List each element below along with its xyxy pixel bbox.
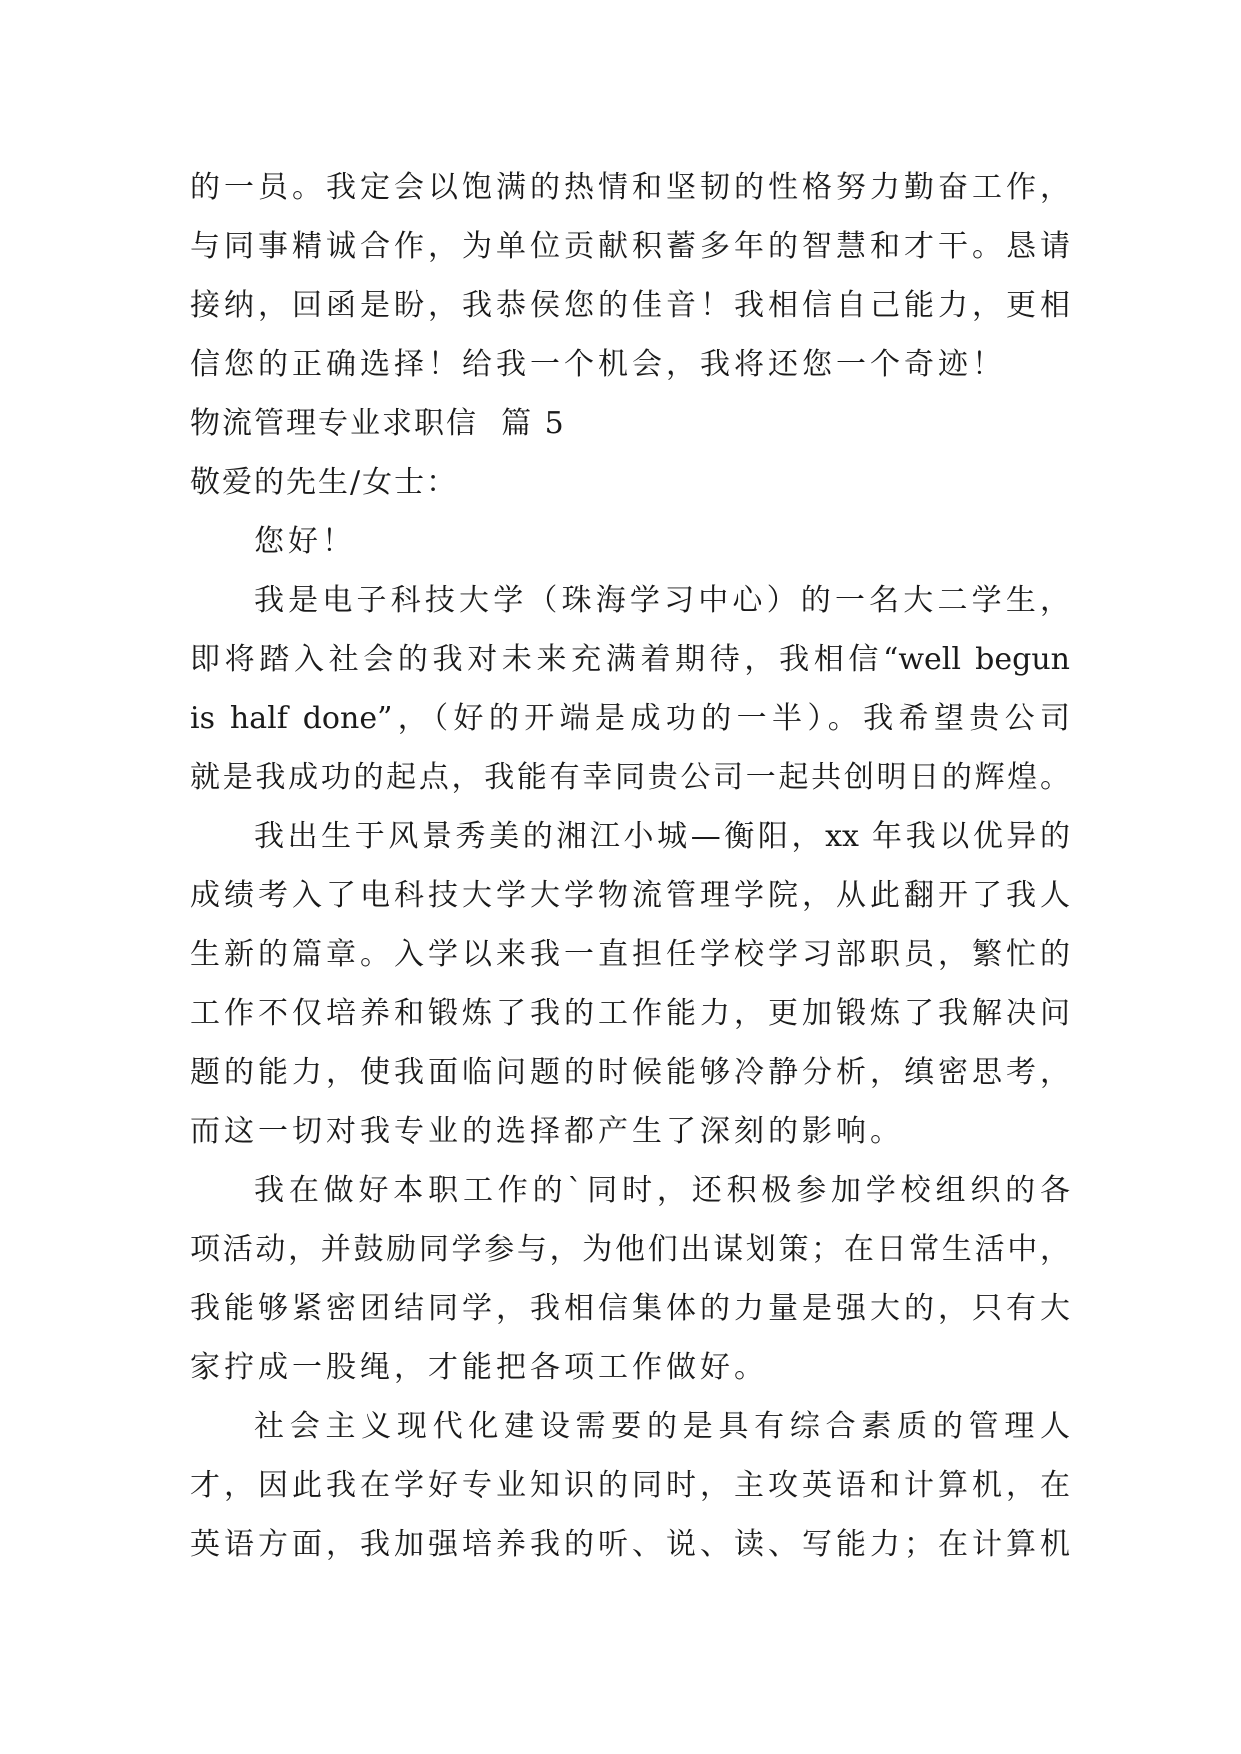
text-line: 就是我成功的起点，我能有幸同贵公司一起共创明日的辉煌。 [190, 760, 1070, 795]
text-line: 我在做好本职工作的`同时，还积极参加学校组织的各 [254, 1173, 1070, 1208]
text-line: 社会主义现代化建设需要的是具有综合素质的管理人 [254, 1409, 1070, 1444]
text-line: 才，因此我在学好专业知识的同时，主攻英语和计算机，在 [190, 1468, 1070, 1503]
section-title: 物流管理专业求职信 篇 5 [190, 406, 566, 441]
document-body [190, 158, 1070, 1574]
text-line: 项活动，并鼓励同学参与，为他们出谋划策；在日常生活中， [190, 1232, 1070, 1267]
text-line: 与同事精诚合作，为单位贡献积蓄多年的智慧和才干。恳请 [190, 229, 1070, 264]
text-line: 家拧成一股绳，才能把各项工作做好。 [190, 1350, 768, 1385]
text-line: 即将踏入社会的我对未来充满着期待，我相信“well begun [190, 642, 1070, 677]
text-line: 成绩考入了电科技大学大学物流管理学院，从此翻开了我人 [190, 878, 1070, 913]
text-line: 信您的正确选择！给我一个机会，我将还您一个奇迹！ [190, 347, 1006, 382]
text-line: 我是电子科技大学（珠海学习中心）的一名大二学生， [254, 583, 1070, 618]
text-line: 的一员。我定会以饱满的热情和坚韧的性格努力勤奋工作， [190, 170, 1070, 205]
text-line: 生新的篇章。入学以来我一直担任学校学习部职员，繁忙的 [190, 937, 1070, 972]
text-line: 我出生于风景秀美的湘江小城—衡阳，xx 年我以优异的 [254, 819, 1070, 854]
text-line: 接纳，回函是盼，我恭侯您的佳音！我相信自己能力，更相 [190, 288, 1070, 323]
salutation: 敬爱的先生/女士： [190, 465, 459, 500]
text-line: 工作不仅培养和锻炼了我的工作能力，更加锻炼了我解决问 [190, 996, 1070, 1031]
text-line: 题的能力，使我面临问题的时候能够冷静分析，缜密思考， [190, 1055, 1070, 1090]
greeting: 您好！ [254, 524, 356, 559]
text-line: 而这一切对我专业的选择都产生了深刻的影响。 [190, 1114, 904, 1149]
text-line: is half done”，（好的开端是成功的一半）。我希望贵公司 [190, 701, 1070, 736]
text-line: 我能够紧密团结同学，我相信集体的力量是强大的，只有大 [190, 1291, 1070, 1326]
text-line: 英语方面，我加强培养我的听、说、读、写能力；在计算机 [190, 1527, 1070, 1562]
